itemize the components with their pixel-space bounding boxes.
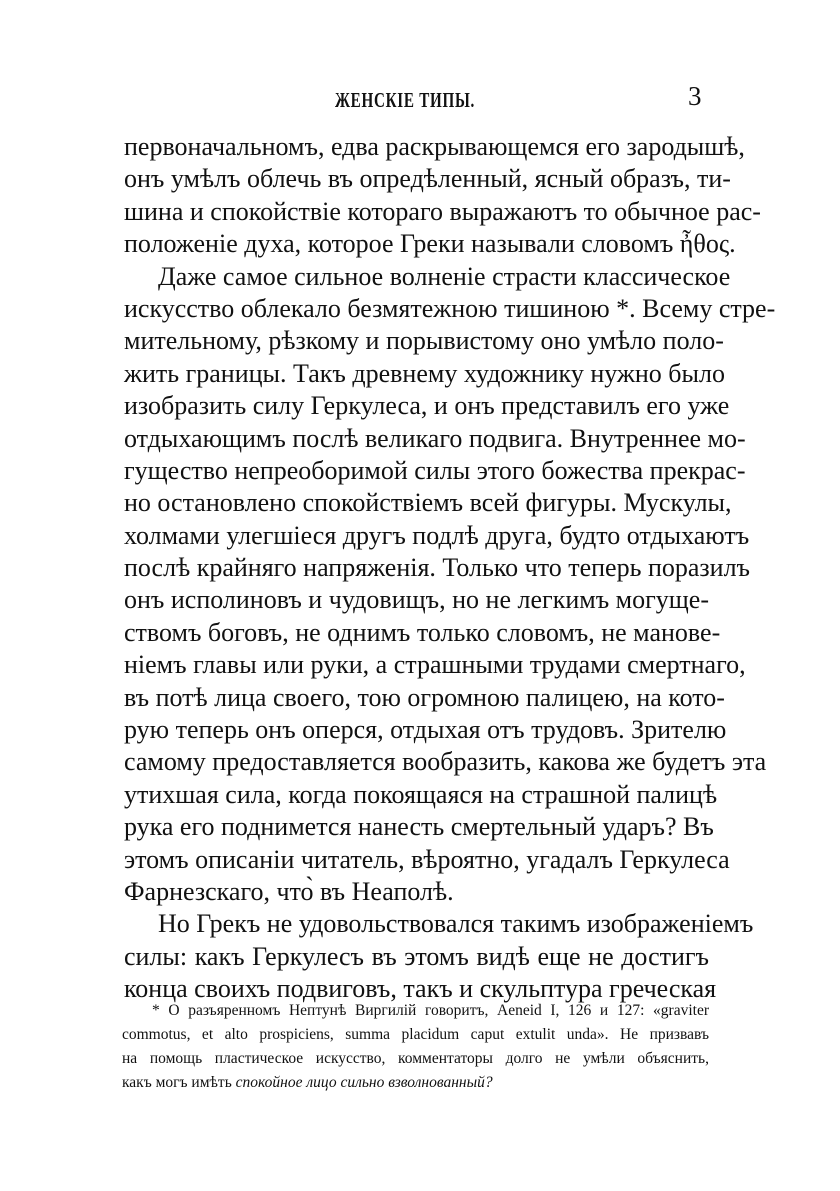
footnote-line: commotus, et alto prospiciens, summa placidum caput extulit unda». Не призвавъ [122,1026,709,1043]
text-line: ствомъ боговъ, не однимъ только словомъ, не манове- [124,617,721,647]
footnote-line: * О разъяренномъ Нептунѣ Виргилій говоритъ, Aeneid I, 126 и 127: «graviter [152,1002,709,1019]
text-line: онъ исполиновъ и чудовищъ, но не легкимъ могуще- [124,585,709,615]
main-text [124,131,776,1006]
footnote [122,999,709,1095]
footnote-line [122,1071,709,1095]
text-line: конца своихъ подвиговъ, такъ и скульптура греческая [124,974,717,1004]
page-number: 3 [688,81,702,111]
text-line: Фарнезскаго, что̀ въ Неаполѣ. [124,876,454,906]
text-line: этомъ описаніи читатель, вѣроятно, угадалъ Геркулеса [124,844,730,874]
text-line: утихшая сила, когда покоящаяся на страшной палицѣ [124,779,718,809]
footnote-line: на помощь пластическое искусство, комментаторы долго не умѣли объяснить, [122,1050,709,1067]
text-line: онъ умѣлъ облечь въ опредѣленный, ясный образъ, ти- [124,164,731,194]
text-line: послѣ крайняго напряженія. Только что теперь поразилъ [124,553,751,583]
text-line: мительному, рѣзкому и порывистому оно умѣло поло- [124,326,724,356]
text-line: гущество непреоборимой силы этого божества прекрас- [124,455,746,485]
running-title: ЖЕНСКІЕ ТИПЫ. [335,88,476,112]
text-line: отдыхающимъ послѣ великаго подвига. Внутреннее мо- [124,423,746,453]
text-line: въ потѣ лица своего, тою огромною палицею, на кото- [124,682,725,712]
text-line: Но Грекъ не удовольствовался такимъ изображеніемъ [158,909,754,939]
footnote-text: какъ могъ имѣть [122,1074,236,1091]
text-line: изобразить силу Геркулеса, и онъ представилъ его уже [124,391,730,421]
text-line: Даже самое сильное волненіе страсти классическое [158,261,731,291]
text-line: рука его поднимется нанесть смертельный ударъ? Въ [124,812,714,842]
text-line: шина и спокойствіе котораго выражаютъ то обычное рас- [124,196,761,226]
text-line: первоначальномъ, едва раскрывающемся его зародышѣ, [124,132,745,161]
text-line: силы: какъ Геркулесъ въ этомъ видѣ еще не достигъ [124,941,709,971]
text-line: положеніе духа, которое Греки называли словомъ ἦθος. [124,229,736,259]
text-line: искусство облекало безмятежною тишиною *. Всему стре- [124,293,776,323]
text-line: рую теперь онъ оперся, отдыхая отъ трудовъ. Зрителю [124,715,727,745]
text-line: самому предоставляется вообразить, какова же будетъ эта [124,747,767,777]
text-line: жить границы. Такъ древнему художнику нужно было [124,358,725,388]
text-line: холмами улегшіеся другъ подлѣ друга, будто отдыхаютъ [124,520,750,550]
text-line: ніемъ главы или руки, а страшными трудами смертнаго, [124,650,746,680]
text-line: но остановлено спокойствіемъ всей фигуры. Мускулы, [124,488,732,518]
footnote-italic-text: спокойное лицо сильно взволнованный? [235,1074,493,1091]
